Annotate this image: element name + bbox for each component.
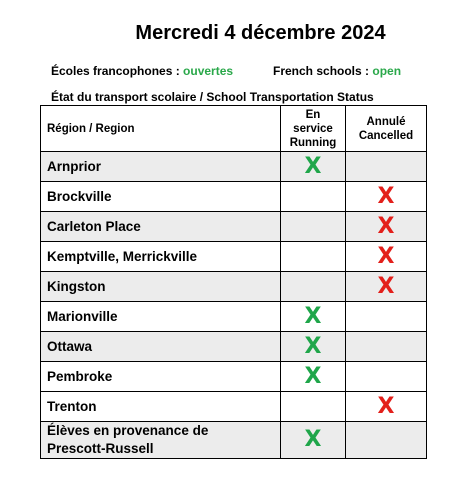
cancelled-cell <box>346 332 427 362</box>
table-row <box>41 272 427 302</box>
table-row <box>41 332 427 362</box>
region-line1: Élèves en provenance de <box>47 423 209 438</box>
region-cell <box>41 422 281 459</box>
running-check-icon: X <box>304 303 322 329</box>
cancelled-x-icon: X <box>377 243 395 269</box>
region-cell: Brockville <box>41 182 281 212</box>
table-row <box>41 392 427 422</box>
region-cell: Marionville <box>41 302 281 332</box>
running-check-icon: X <box>304 427 322 452</box>
region-cell: Pembroke <box>41 362 281 392</box>
running-cell <box>281 332 346 362</box>
cancelled-cell <box>346 422 427 459</box>
table-row <box>41 362 427 392</box>
cancelled-cell <box>346 362 427 392</box>
status-value-en: open <box>372 64 402 78</box>
running-cell <box>281 302 346 332</box>
region-line2: Prescott-Russell <box>47 441 154 456</box>
running-cell <box>281 272 346 302</box>
header-cancelled-line2: Cancelled <box>358 129 414 142</box>
running-cell <box>281 242 346 272</box>
cancelled-x-icon: X <box>377 273 395 299</box>
header-running <box>281 106 346 152</box>
header-running-line3: Running <box>289 136 337 149</box>
cancelled-cell <box>346 242 427 272</box>
running-cell <box>281 152 346 182</box>
region-cell: Kingston <box>41 272 281 302</box>
cancelled-cell <box>346 212 427 242</box>
table-row <box>41 242 427 272</box>
table-row <box>41 182 427 212</box>
header-region: Région / Region <box>41 106 281 152</box>
table-row <box>41 152 427 182</box>
header-running-line1: En <box>305 108 321 121</box>
cancelled-cell <box>346 272 427 302</box>
region-cell: Trenton <box>41 392 281 422</box>
running-cell <box>281 422 346 459</box>
cancelled-x-icon: X <box>377 183 395 209</box>
status-value-fr: ouvertes <box>183 64 234 78</box>
cancelled-cell <box>346 182 427 212</box>
running-check-icon: X <box>304 363 322 389</box>
table-row <box>41 302 427 332</box>
region-cell: Carleton Place <box>41 212 281 242</box>
french-schools-status-en <box>273 64 401 78</box>
status-label-en: French schools : <box>273 64 373 78</box>
cancelled-x-icon: X <box>377 213 395 239</box>
region-cell: Arnprior <box>41 152 281 182</box>
cancelled-cell <box>346 392 427 422</box>
status-label-fr: Écoles francophones : <box>51 64 184 78</box>
region-cell: Ottawa <box>41 332 281 362</box>
running-cell <box>281 392 346 422</box>
running-check-icon: X <box>304 333 322 359</box>
cancelled-cell <box>346 152 427 182</box>
table-row <box>41 212 427 242</box>
running-cell <box>281 212 346 242</box>
header-cancelled <box>346 106 427 152</box>
region-cell: Kemptville, Merrickville <box>41 242 281 272</box>
header-running-line2: service <box>293 122 333 135</box>
page-title: Mercredi 4 décembre 2024 <box>135 22 386 44</box>
transport-status-subtitle: État du transport scolaire / School Transportation Status <box>51 90 374 104</box>
table-header-row <box>41 106 427 152</box>
transport-status-table <box>40 105 427 459</box>
cancelled-cell <box>346 302 427 332</box>
table-row <box>41 422 427 459</box>
running-check-icon: X <box>304 153 322 179</box>
cancelled-x-icon: X <box>377 393 395 419</box>
running-cell <box>281 362 346 392</box>
running-cell <box>281 182 346 212</box>
french-schools-status-fr <box>51 64 233 78</box>
header-cancelled-line1: Annulé <box>366 115 406 128</box>
